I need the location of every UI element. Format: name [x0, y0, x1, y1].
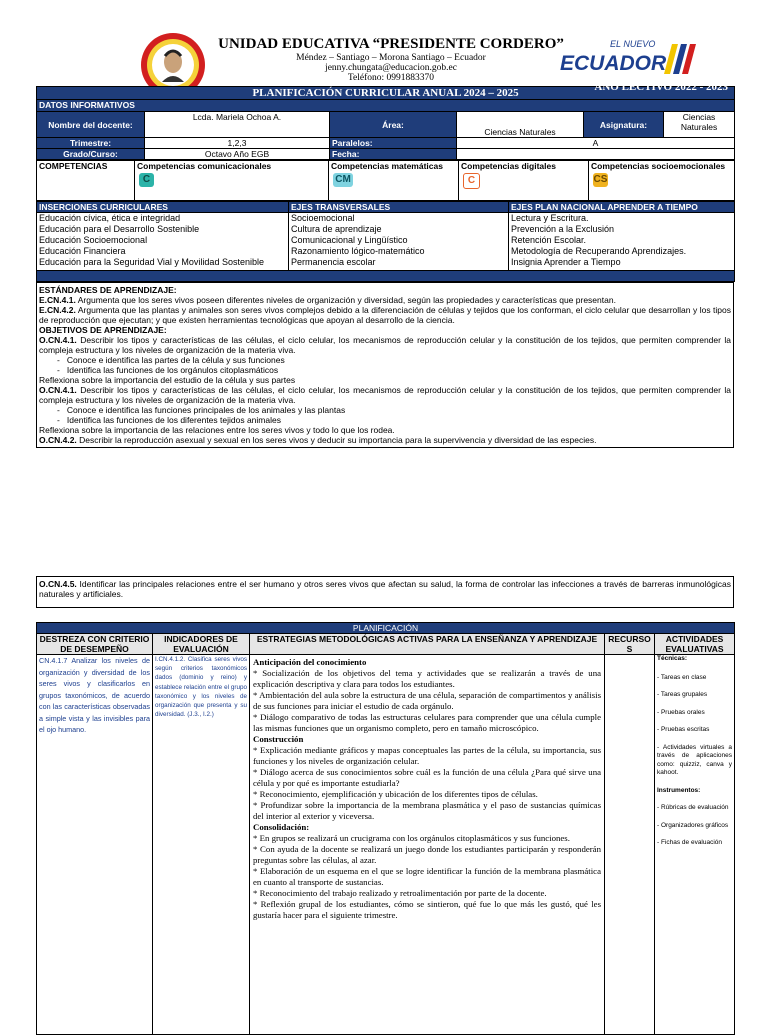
planificacion-title: PLANIFICACIÓN: [37, 623, 735, 634]
asignatura-label: Asignatura:: [584, 112, 664, 138]
docente-label: Nombre del docente:: [37, 112, 145, 138]
datos-label: DATOS INFORMATIVOS: [37, 100, 735, 112]
list-item: Retención Escolar.: [511, 235, 587, 245]
technique-item: - Tareas grupales: [657, 691, 708, 698]
instrument-item: - Rúbricas de evaluación: [657, 804, 729, 811]
list-item: Permanencia escolar: [291, 257, 376, 267]
competencia-socioemocional: Competencias socioemocionales: [591, 161, 726, 171]
standard-code: E.CN.4.2.: [39, 305, 76, 315]
objective-code: O.CN.4.5.: [39, 579, 77, 589]
document-header: [36, 30, 734, 88]
trimestre-value: 1,2,3: [145, 138, 330, 149]
recursos-cell: [605, 655, 655, 1035]
math-icon: CM: [333, 173, 353, 187]
strategy-item: * Socialización de los objetivos del tema y actividades que se realizarán a través de una explicación descriptiva y clara para todos los estudiantes.: [253, 668, 601, 689]
technique-item: - Actividades virtuales a través de aplicaciones como: quizziz, canva y kahoot.: [657, 743, 733, 776]
list-item: Insignia Aprender a Tiempo: [511, 257, 621, 267]
communication-icon: C: [139, 173, 154, 187]
trimestre-label: Trimestre:: [37, 138, 145, 149]
list-item: Razonamiento lógico-matemático: [291, 246, 425, 256]
objective-text: Describir los tipos y características de las células, el ciclo celular, los mecanismos de reproducción celular y la constitución de los tejidos, que permiten comprender la compleja estructura y los niveles de organización de la materia viva.: [39, 335, 731, 355]
competencia-matematica: Competencias matemáticas: [331, 161, 443, 171]
destreza-text: CN.4.1.7 Analizar los niveles de organización y diversidad de los seres vivos y clasificarlos en grupos taxonómicos, de acuerdo con las características observadas a simple vista y las invisibles para el ojo humano.: [37, 655, 153, 1035]
technique-item: - Tareas en clase: [657, 673, 707, 681]
estandares-label: ESTÁNDARES DE APRENDIZAJE:: [39, 285, 177, 295]
school-year: AÑO LECTIVO 2022 - 2023: [594, 81, 729, 93]
strategy-item: * Explicación mediante gráficos y mapas conceptuales las partes de la célula, su importancia, sus funciones y los niveles de organización celular.: [253, 745, 601, 766]
objective-bullet: Identifica las funciones de los diferentes tejidos animales: [66, 415, 281, 425]
inserciones-header: INSERCIONES CURRICULARES: [37, 202, 289, 213]
computer-icon: C: [463, 173, 480, 189]
objective-reflection: Reflexiona sobre la importancia del estudio de la célula y sus partes: [39, 375, 296, 385]
col-header-destreza: DESTREZA CON CRITERIO DE DESEMPEÑO: [37, 634, 153, 655]
paralelos-value: A: [457, 138, 735, 149]
list-item: Educación Financiera: [39, 246, 126, 256]
indicador-text: I.CN.4.1.2. Clasifica seres vivos según criterios taxonómicos dados (dominio y reino) y establece relación entre el grupo taxonómico y los niveles de organización que presenta y su diversidad. (J.3., I.2.): [153, 655, 250, 1035]
school-name: UNIDAD EDUCATIVA “PRESIDENTE CORDERO”: [218, 36, 564, 52]
standard-code: E.CN.4.1.: [39, 295, 76, 305]
strategy-item: * Elaboración de un esquema en el que se logre identificar la función de la membrana plasmática en cuanto al transporte de sustancias.: [253, 866, 601, 887]
strategy-item: * En grupos se realizará un crucigrama con los orgánulos citoplasmáticos y sus funciones.: [253, 833, 570, 843]
objective-reflection: Reflexiona sobre la importancia de las relaciones entre los seres vivos y todo lo que los rodea.: [39, 425, 395, 435]
divider-band: [37, 271, 735, 282]
objective-bullet: Conoce e identifica las funciones principales de los animales y las plantas: [66, 405, 346, 415]
objective-bullet: Identifica las funciones de los orgánulos citoplasmáticos: [66, 365, 279, 375]
col-header-estrategias: ESTRATEGIAS METODOLÓGICAS ACTIVAS PARA LA ENSEÑANZA Y APRENDIZAJE: [250, 634, 605, 655]
grado-value: Octavo Año EGB: [145, 149, 330, 160]
school-location: Méndez – Santiago – Morona Santiago – Ecuador: [296, 53, 486, 63]
technique-item: - Pruebas escritas: [657, 726, 710, 733]
col-header-indicadores: INDICADORES DE EVALUACIÓN: [153, 634, 250, 655]
asignatura-value: Ciencias Naturales: [664, 112, 735, 138]
strategy-item: * Diálogo comparativo de todas las estructuras celulares para comprender que una célula cumple las mismas funciones que un organismo completo, pero en tamaño microscópico.: [253, 712, 601, 733]
plan-title: PLANIFICACIÓN CURRICULAR ANUAL 2024 – 2025: [252, 87, 519, 99]
competencia-comunicacional: Competencias comunicacionales: [137, 161, 272, 171]
strategy-item: * Reflexión grupal de los estudiantes, cómo se sintieron, qué fue lo que más les gustó, qué les gustaría hacer para el siguiente trimestre.: [253, 899, 601, 920]
strategy-item: * Ambientación del aula sobre la estructura de una célula, separación de compartimentos y análisis de sus funciones para iniciar el estudio de cada orgánulo.: [253, 690, 601, 711]
col-header-actividades: ACTIVIDADES EVALUATIVAS: [655, 634, 735, 655]
objetivos-label: OBJETIVOS DE APRENDIZAJE:: [39, 325, 167, 335]
list-item: Comunicacional y Lingüístico: [291, 235, 408, 245]
strategy-item: * Reconocimiento del trabajo realizado y retroalimentación por parte de la docente.: [253, 888, 547, 898]
objective-code: O.CN.4.1.: [39, 385, 77, 395]
competencia-digital: Competencias digitales: [461, 161, 556, 171]
instrument-item: - Organizadores gráficos: [657, 821, 729, 829]
fecha-value: [457, 149, 735, 160]
socioemotional-icon: CS: [593, 174, 608, 185]
strategy-item: * Reconocimiento, ejemplificación y ubicación de los diferentes tipos de células.: [253, 789, 538, 799]
fecha-label: Fecha:: [330, 149, 457, 160]
objective-code: O.CN.4.1.: [39, 335, 77, 345]
list-item: Socioemocional: [291, 213, 355, 223]
grado-label: Grado/Curso:: [37, 149, 145, 160]
school-email: jenny.chungata@educacion.gob.ec: [325, 63, 457, 73]
paralelos-label: Paralelos:: [330, 138, 457, 149]
area-value: Ciencias Naturales: [457, 112, 584, 138]
list-item: Educación Socioemocional: [39, 235, 148, 245]
svg-text:ECUADOR: ECUADOR: [560, 52, 667, 75]
ejes-transversales-header: EJES TRANSVERSALES: [289, 202, 509, 213]
strategy-item: * Profundizar sobre la importancia de la membrana plasmática y el paso de sustancias químicas del interior al exterior y viceversa.: [253, 800, 601, 821]
objective-code: O.CN.4.2.: [39, 435, 77, 445]
ecuador-logo: [556, 38, 706, 80]
ejes-plan-header: EJES PLAN NACIONAL APRENDER A TIEMPO: [509, 202, 735, 213]
instrumentos-label: Instrumentos:: [657, 786, 701, 794]
objective-text: Describir la reproducción asexual y sexual en los seres vivos y deducir su importancia para la supervivencia y diversidad de las especies.: [76, 435, 597, 445]
competencias-label: COMPETENCIAS: [37, 161, 135, 201]
standard-text: Argumenta que las plantas y animales son seres vivos complejos debido a la diferenciación de células y tejidos que los conforman, el ciclo celular que desarrollan y los tipos de reproducción que ejecutan; y que existen herramientas tecnológicas que apoyan al desarrollo de la ciencia.: [39, 305, 731, 325]
instrument-item: - Fichas de evaluación: [657, 839, 723, 846]
planning-section-1: PLANIFICACIÓN CURRICULAR ANUAL 2024 – 2025 AÑO LECTIVO 2022 - 2023 DATOS INFORMATIVOS Nombre del docente: Lcda. Mariela Ochoa A. Área: Ciencias Naturales Asignatura: Ciencias Naturales Trimestre: 1,2,3 Paralelos: A Grado/Curso: Octavo Año EGB Fecha: COMPETENCIAS Competencias comunicacionales C Competencias matemáticas CM Competencias digitales C Competencias socioemocionales CS INSERCIONES CURRICULARES EJES TRANSVERSALES EJES PLAN NACIONAL APRENDER A TIEMPO Educación cívica, ética e integridad Educación para el Desarrollo Sostenible Educación Socioemocional Educación Financiera Educación para la Seguridad Vial y Movilidad Sostenible Socioemocional Cultura de aprendizaje Comunicacional y Lingüístico Razonamiento lógico-matemático Permanencia escolar Lectura y Escritura. Prevención a la Exclusión Retención Escolar. Metodología de Recuperando Aprendizajes. Insignia Aprender a Tiempo ESTÁNDARES DE APRENDIZAJE: E.CN.4.1. Argumenta que los seres vivos poseen diferentes niveles de organización y diversidad, según las propiedades y características que presentan. E.CN.4.2. Argumenta que las plantas y animales son seres vivos complejos debido a la diferenciación de células y tejidos que los conforman, el ciclo celular que desarrollan y los tipos de reproducción que ejecutan; y que existen herramientas tecnológicas que apoyan al desarrollo de la ciencia. OBJETIVOS DE APRENDIZAJE: O.CN.4.1. Describir los tipos y características de las células, el ciclo celular, los mecanismos de reproducción celular y la constitución de los tejidos, que permiten comprender la compleja estructura y los niveles de organización de la materia viva. - Conoce e identifica las partes de la célula y sus funciones - Identifica las funciones de los orgánulos citoplasmáticos Reflexiona sobre la importancia del estudio de la célula y sus partes O.CN.4.1. Describir los tipos y características de las células, el ciclo celular, los mecanismos de reproducción celular y la constitución de los tejidos, que permiten comprender la compleja estructura y los niveles de organización de la materia viva. - Conoce e identifica las funciones principales de los animales y las plantas - Identifica las funciones de los diferentes tejidos animales Reflexiona sobre la importancia de las relaciones entre los seres vivos y todo lo que los rodea. O.CN.4.2. Describir la reproducción asexual y sexual en los seres vivos y deducir su importancia para la supervivencia y diversidad de las especies.: [36, 86, 734, 448]
planning-section-2: [36, 576, 734, 1035]
phase-heading: Anticipación del conocimiento: [253, 657, 367, 667]
objective-text: Describir los tipos y características de las células, el ciclo celular, los mecanismos de reproducción celular y la constitución de los tejidos, que permiten comprender la compleja estructura y los niveles de organización de la materia viva.: [39, 385, 731, 405]
objective-text: Identificar las principales relaciones entre el ser humano y otros seres vivos que afectan su salud, la forma de controlar las infecciones a través de barreras inmunológicas naturales y artificiales.: [39, 579, 731, 599]
list-item: Metodología de Recuperando Aprendizajes.: [511, 246, 687, 256]
phase-heading: Consolidación:: [253, 822, 310, 832]
area-label: Área:: [330, 112, 457, 138]
list-item: Lectura y Escritura.: [511, 213, 589, 223]
strategy-item: * Diálogo acerca de sus conocimientos sobre cuál es la función de una célula ¿Para qué sirve una célula y por qué es importante estudiarla?: [253, 767, 601, 788]
standard-text: Argumenta que los seres vivos poseen diferentes niveles de organización y diversidad, según las propiedades y características que presentan.: [75, 295, 616, 305]
list-item: Educación para el Desarrollo Sostenible: [39, 224, 200, 234]
technique-item: - Pruebas orales: [657, 708, 705, 716]
list-item: Cultura de aprendizaje: [291, 224, 382, 234]
col-header-recursos: RECURSO S: [605, 634, 655, 655]
list-item: Educación cívica, ética e integridad: [39, 213, 181, 223]
objective-bullet: Conoce e identifica las partes de la célula y sus funciones: [66, 355, 285, 365]
list-item: Educación para la Seguridad Vial y Movilidad Sostenible: [39, 257, 264, 267]
svg-text:EL NUEVO: EL NUEVO: [610, 39, 656, 49]
docente-value: Lcda. Mariela Ochoa A.: [145, 112, 330, 138]
tecnicas-label: Técnicas:: [657, 655, 687, 662]
phase-heading: Construcción: [253, 734, 304, 744]
list-item: Prevención a la Exclusión: [511, 224, 615, 234]
strategy-item: * Con ayuda de la docente se realizará un juego donde los estudiantes participarán y responderán preguntas sobre las células, al azar.: [253, 844, 601, 865]
school-phone: Teléfono: 0991883370: [347, 73, 435, 83]
